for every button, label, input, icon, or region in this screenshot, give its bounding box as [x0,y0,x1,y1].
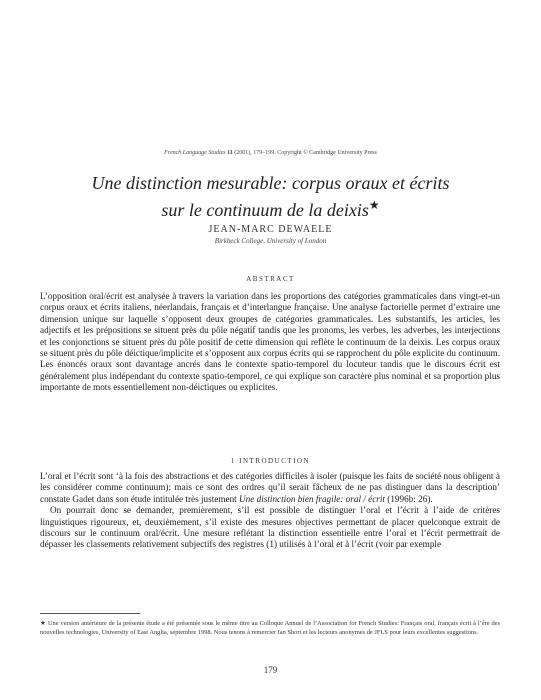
title-footnote-mark: ★ [368,198,380,212]
introduction-paragraph-2: On pourrait donc se demander, premièrement, s’il est possible de distinguer l’oral et l’écrit à l’aide de critères linguistiques rigoureux, et, deuxièmement, s’il existe des mesures objectives permettant de placer quelconque extrait de discours sur le continuum oral/écrit. Une mesure reflétant la distinction essentielle entre l’oral et l’écrit permettrait de dépasser les classements relativement subjectifs des registres (1) utilisés à l’oral et à l’écrit (voir par exemple [40,505,500,550]
introduction-paragraph-1: L’oral et l’écrit sont ‘à la fois des abstractions et des catégories difficiles à isoler (puisque les faits de société nous obligent à les considérer comme continuum); mais ce sont des ordres qu’il serait fâcheux de ne pas distinguer dans la description’ constate Gadet dans son étude intitulée très justement Une distinction bien fragile: oral / écrit (1996b: 26). [40,471,500,504]
article-title [40,172,501,221]
abstract-paragraph: L’opposition oral/écrit est analysée à travers la variation dans les proportions des catégories grammaticales dans vingt-et-un corpus oraux et écrits italiens, néerlandais, français et d’interlangue française. Une analyse factorielle permet d’extraire une dimension unique sur laquelle s’opposent deux groupes de catégories grammaticales. Les substantifs, les articles, les adjectifs et les prépositions se situent près du pôle négatif tandis que les pronoms, les verbes, les adverbes, les interjections et les conjonctions se situent près du pôle positif de cette dimension qui reflète le continuum de la deixis. Les corpus oraux se situent près du pôle déictique/implicite et s’opposent aux corpus écrits qui se rapprochent du pôle explicite du continuum. Les énoncés oraux sont davantage ancrés dans le contexte spatio-temporel du locuteur tandis que le discours écrit est généralement plus indépendant du contexte spatio-temporel, ce qui explique son caractère plus nominal et sa proportion plus importante de mots essentiellement non-déictiques ou explicites. [40,291,500,393]
abstract-body [40,291,500,394]
title-line-2: sur le continuum de la deixis [161,200,369,220]
footnote-rule [40,613,140,614]
page-number: 179 [263,665,278,675]
author-affiliation: Birkbeck College, University of London [214,237,327,245]
journal-volume: 11 [227,150,233,156]
introduction-heading: 1 INTRODUCTION [230,457,311,465]
footnote: ★ Une version antérieure de la présente étude a été présentée sous le même titre au Colloque Annuel de l’Association for French Studies: Français oral, français écrit à l’ère des nouvelles technologies, University of East Anglia, septembre 1998. Nous tenons à remercier Ian Short et les lecteurs anonymes de JFLS pour leurs excellentes suggestions. [40,620,500,636]
author-name: JEAN-MARC DEWAELE [208,224,333,235]
title-line-1: Une distinction mesurable: corpus oraux et écrits [91,173,450,193]
introduction-body [40,471,500,551]
cited-title: Une distinction bien fragile: oral / écrit [239,493,385,504]
abstract-heading: ABSTRACT [246,275,295,283]
running-head [0,150,541,156]
journal-citation: (2001), 179–199. Copyright © Cambridge University Press [234,150,377,156]
journal-name: French Language Studies [164,150,226,156]
